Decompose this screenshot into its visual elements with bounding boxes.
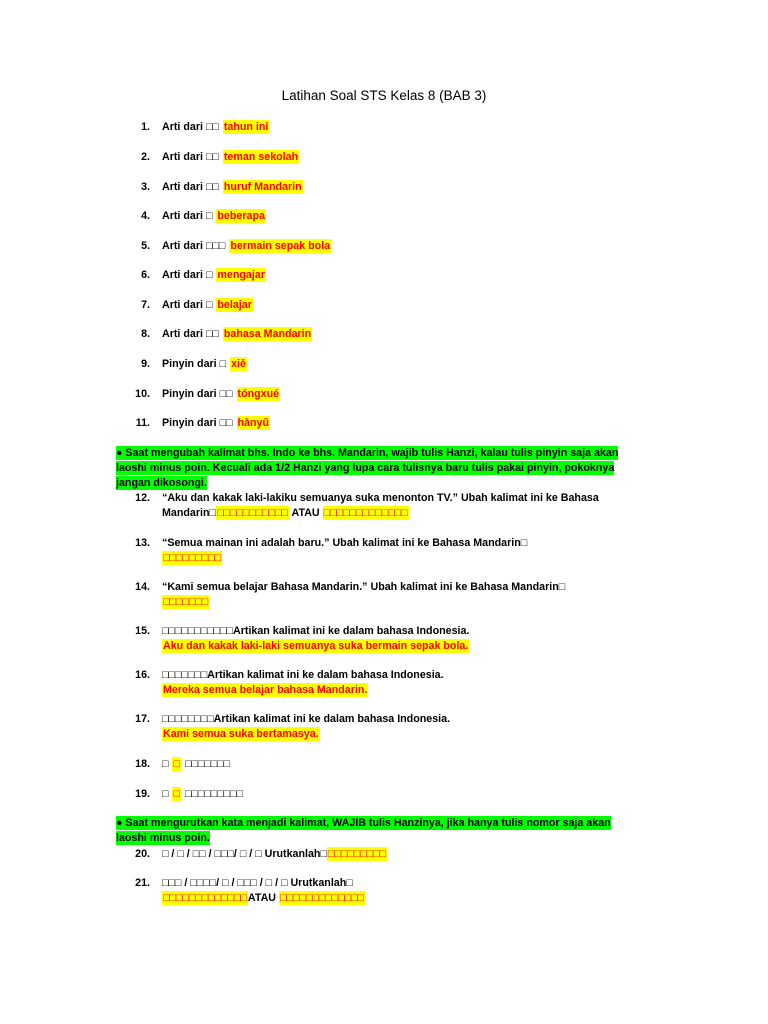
question-prompt: Arti dari □□ xyxy=(162,121,219,133)
question-item-15 xyxy=(116,624,716,654)
question-prefix: □ xyxy=(162,788,169,800)
answer-highlight: □ xyxy=(173,788,180,800)
question-body xyxy=(162,757,716,772)
answer-highlight: bahasa Mandarin xyxy=(223,328,312,340)
question-body xyxy=(162,536,716,566)
or-label: ATAU xyxy=(247,892,279,904)
answer-highlight: □□□□□□□□□□□ xyxy=(216,507,288,519)
question-prompt: □□□□□□□□□□□Artikan kalimat ini ke dalam bahasa Indonesia. xyxy=(162,625,470,637)
alternative-answer-highlight: □□□□□□□□□□□□□ xyxy=(323,507,408,519)
question-item-11 xyxy=(116,416,716,431)
question-prompt: “Aku dan kakak laki-lakiku semuanya suka menonton TV.” Ubah kalimat ini ke Bahasa xyxy=(162,492,599,504)
note-line: laoshi minus poin. Kecuali ada 1/2 Hanzi yang lupa cara tulisnya baru tulis pakai pinyin, pokoknya xyxy=(116,462,615,474)
question-item-18 xyxy=(116,757,716,772)
question-prompt: Pinyin dari □ xyxy=(162,358,227,370)
answer-highlight: hànyǔ xyxy=(237,417,270,429)
question-body xyxy=(162,357,716,372)
question-body xyxy=(162,150,716,165)
question-number: 4. xyxy=(141,210,150,222)
note-line: ● Saat mengurutkan kata menjadi kalimat, WAJIB tulis Hanzinya, jika hanya tulis nomor saja akan xyxy=(116,817,611,829)
question-item-17 xyxy=(116,712,716,742)
page-title: Latihan Soal STS Kelas 8 (BAB 3) xyxy=(281,88,487,103)
answer-highlight: □□□□□□□□□ xyxy=(327,848,387,860)
answer-highlight: belajar xyxy=(217,299,252,311)
question-prompt: Arti dari □□ xyxy=(162,151,219,163)
question-item-16 xyxy=(116,668,716,698)
question-item-13 xyxy=(116,536,716,566)
question-body xyxy=(162,624,716,654)
question-prefix: □ xyxy=(162,758,169,770)
question-body xyxy=(162,580,716,610)
question-prompt: □□□□□□□Artikan kalimat ini ke dalam bahasa Indonesia. xyxy=(162,669,444,681)
question-number: 13. xyxy=(135,537,150,549)
question-item-8 xyxy=(116,327,716,342)
question-number: 11. xyxy=(135,417,150,429)
answer-highlight: Aku dan kakak laki-laki semuanya suka bermain sepak bola. xyxy=(163,640,469,652)
answer-highlight: teman sekolah xyxy=(223,151,299,163)
question-number: 2. xyxy=(141,151,150,163)
question-item-20 xyxy=(116,847,716,862)
answer-highlight: □□□□□□□□□□□□□ xyxy=(163,892,247,904)
question-body xyxy=(162,268,716,283)
note-line: jangan dikosongi. xyxy=(116,477,207,489)
alternative-answer-highlight: □□□□□□□□□□□□□ xyxy=(280,892,364,904)
question-prompt: Arti dari □□□ xyxy=(162,240,226,252)
question-number: 16. xyxy=(135,669,150,681)
question-prompt: Arti dari □□ xyxy=(162,181,219,193)
answer-highlight: □ xyxy=(173,758,180,770)
question-number: 20. xyxy=(135,848,150,860)
question-prompt: Pinyin dari □□ xyxy=(162,388,233,400)
note-ordering-rule xyxy=(116,816,611,846)
question-item-2 xyxy=(116,150,716,165)
answer-highlight: □□□□□□□ xyxy=(163,596,209,608)
question-prompt: Pinyin dari □□ xyxy=(162,417,233,429)
answer-highlight: xiě xyxy=(231,358,246,370)
question-item-19 xyxy=(116,787,716,802)
note-line: ● Saat mengubah kalimat bhs. Indo ke bhs. Mandarin, wajib tulis Hanzi, kalau tulis pinyin saja akan xyxy=(116,447,619,459)
question-item-14 xyxy=(116,580,716,610)
question-number: 17. xyxy=(135,713,150,725)
question-prompt: □□□ / □□□□/ □ / □□□ / □ / □ Urutkanlah□ xyxy=(162,877,353,889)
question-prompt: □ / □ / □□ / □□□/ □ / □ Urutkanlah□ xyxy=(162,848,327,860)
question-prompt: “Semua mainan ini adalah baru.” Ubah kalimat ini ke Bahasa Mandarin□ xyxy=(162,537,528,549)
question-prompt-continued: Mandarin□ xyxy=(162,507,216,519)
question-body xyxy=(162,787,716,802)
question-body xyxy=(162,668,716,698)
question-body xyxy=(162,847,716,862)
question-number: 19. xyxy=(135,788,150,800)
question-body xyxy=(162,712,716,742)
question-prompt: Arti dari □ xyxy=(162,299,213,311)
question-body xyxy=(162,491,716,521)
note-translation-rule xyxy=(116,446,618,491)
question-body xyxy=(162,387,716,402)
question-sentence: □□□□□□□□□ xyxy=(184,788,244,800)
answer-highlight: □□□□□□□□□ xyxy=(163,552,222,564)
question-number: 7. xyxy=(141,299,150,311)
question-item-10 xyxy=(116,387,716,402)
question-item-9 xyxy=(116,357,716,372)
question-number: 10. xyxy=(135,388,150,400)
answer-highlight: mengajar xyxy=(217,269,265,281)
answer-highlight: huruf Mandarin xyxy=(223,181,302,193)
question-body xyxy=(162,416,716,431)
answer-highlight: tóngxué xyxy=(237,388,280,400)
question-sentence: □□□□□□□ xyxy=(184,758,231,770)
question-prompt: “Kami semua belajar Bahasa Mandarin.” Ubah kalimat ini ke Bahasa Mandarin□ xyxy=(162,581,566,593)
question-item-7 xyxy=(116,298,716,313)
or-label: ATAU xyxy=(288,507,323,519)
question-prompt: Arti dari □ xyxy=(162,269,213,281)
question-item-1 xyxy=(116,120,716,135)
answer-highlight: Mereka semua belajar bahasa Mandarin. xyxy=(163,684,368,696)
answer-highlight: beberapa xyxy=(217,210,265,222)
question-prompt: Arti dari □□ xyxy=(162,328,219,340)
answer-highlight: bermain sepak bola xyxy=(230,240,331,252)
question-body xyxy=(162,327,716,342)
answer-highlight: Kami semua suka bertamasya. xyxy=(163,728,319,740)
question-number: 15. xyxy=(135,625,150,637)
question-body xyxy=(162,180,716,195)
question-number: 12. xyxy=(135,492,150,504)
question-number: 18. xyxy=(135,758,150,770)
question-item-6 xyxy=(116,268,716,283)
question-number: 5. xyxy=(141,240,150,252)
question-number: 14. xyxy=(135,581,150,593)
question-body xyxy=(162,876,716,906)
question-item-5 xyxy=(116,239,716,254)
question-body xyxy=(162,209,716,224)
question-number: 6. xyxy=(141,269,150,281)
question-item-12 xyxy=(116,491,716,521)
question-prompt: Arti dari □ xyxy=(162,210,213,222)
question-number: 3. xyxy=(141,181,150,193)
question-body xyxy=(162,239,716,254)
question-number: 1. xyxy=(141,121,150,133)
question-body xyxy=(162,120,716,135)
question-item-4 xyxy=(116,209,716,224)
question-item-3 xyxy=(116,180,716,195)
question-item-21 xyxy=(116,876,716,906)
note-line: laoshi minus poin. xyxy=(116,832,210,844)
question-number: 21. xyxy=(135,877,150,889)
question-number: 9. xyxy=(141,358,150,370)
answer-highlight: tahun ini xyxy=(223,121,269,133)
question-prompt: □□□□□□□□Artikan kalimat ini ke dalam bahasa Indonesia. xyxy=(162,713,451,725)
question-body xyxy=(162,298,716,313)
question-number: 8. xyxy=(141,328,150,340)
